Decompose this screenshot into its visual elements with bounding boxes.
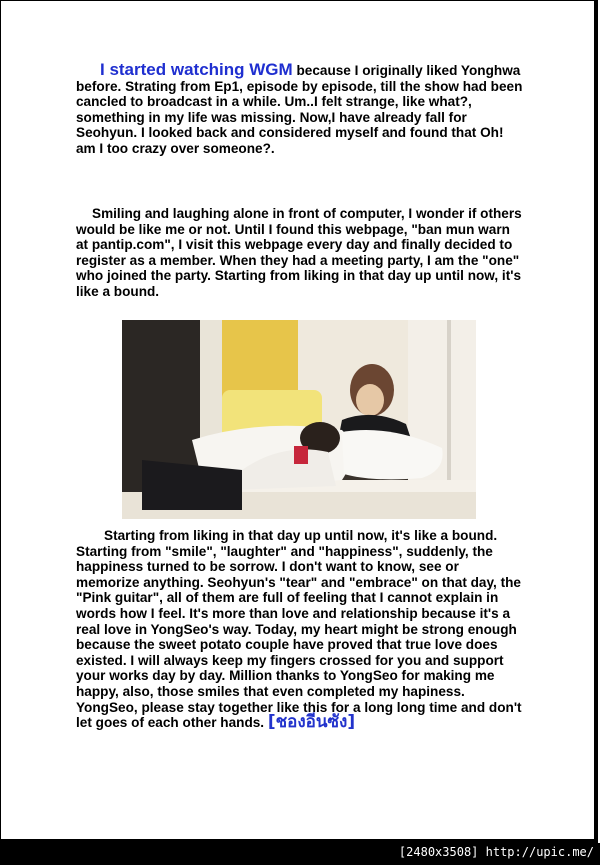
paragraph-2 (76, 206, 524, 300)
couple-photo (122, 320, 476, 519)
image-watermark: [2480x3508] http://upic.me/ (398, 845, 594, 859)
paragraph-3 (76, 528, 524, 731)
paragraph-3-text: Starting from liking in that day up until now, it's like a bound. Starting from "smile", "laughter" and "happiness", suddenly, the happiness turned to be sorrow. I don't want to know, see or memorize anything. Seohyun's "tear" and "embrace" on that day, the "Pink guitar", all of them are full of feeling that I cannot explain in words how I feel. It's more than love and relationship because it's a real love in YongSeo's way. Today, my heart might be strong enough because the sweet potato couple have proved that true love does existed. I will always keep my fingers crossed for you and support your works day by day. Million thanks to YongSeo for making me happy, also, those smiles that even completed my hapiness. YongSeo, please stay together like this for a long long time and don't let goes of each other hands. (76, 528, 522, 731)
signature: [ชองอีนซัง] (267, 712, 356, 733)
paragraph-2-text: Smiling and laughing alone in front of computer, I wonder if others would be like me or not. Until I found this webpage, "ban mun warn at pantip.com", I visit this webpage every day and finally decided to register as a member. When they had a meeting party, I am the "one" who joined the party. Starting from liking in that day up until now, it's like a bound. (76, 206, 522, 299)
lead-heading: I started watching WGM (100, 60, 293, 79)
couple-photo-illustration (122, 320, 476, 519)
paragraph-1-text: because I originally liked Yonghwa before. Strating from Ep1, episode by episode, till the show had been cancled to broadcast in a while. Um..I felt strange, like what?, something in my life was missing. Now,I have already fall for Seohyun. I looked back and considered myself and found that Oh! am I too crazy over someone?. (76, 63, 523, 156)
paragraph-1 (76, 62, 524, 157)
